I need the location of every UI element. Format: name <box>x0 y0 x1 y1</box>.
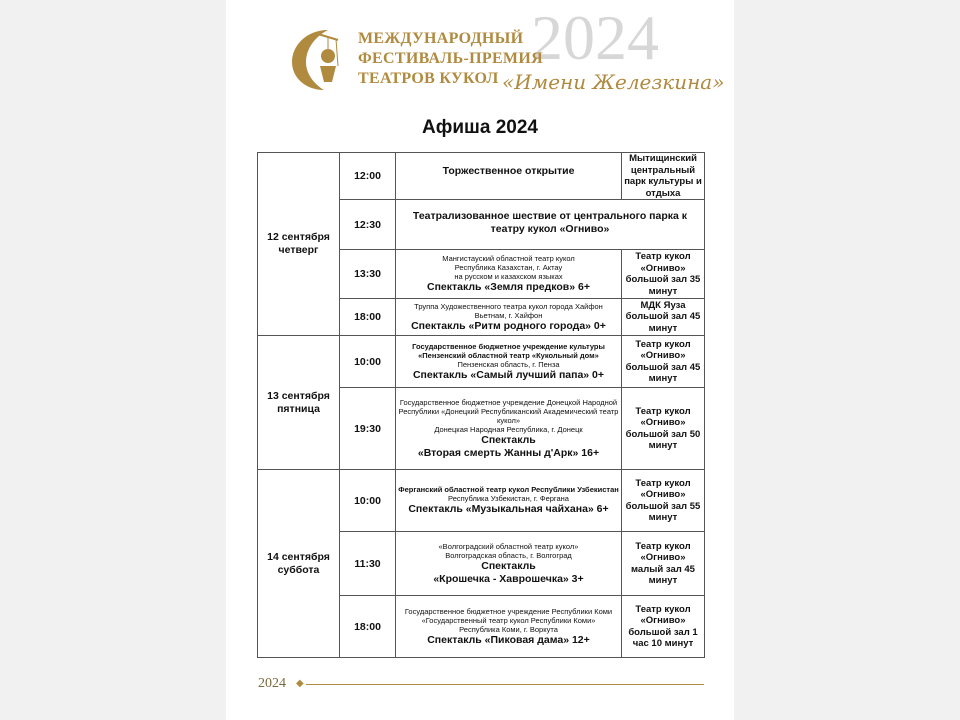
day-weekday: четверг <box>278 244 319 256</box>
event-location: Республика Казахстан, г. Актау <box>454 263 563 272</box>
venue-cell: МДК Яуза большой зал 45 минут <box>622 299 705 336</box>
table-row <box>258 153 705 200</box>
event-cell <box>396 336 622 388</box>
venue-cell: Театр кукол «Огниво» большой зал 55 минут <box>622 470 705 532</box>
event-location: Республика Узбекистан, г. Фергана <box>448 494 569 503</box>
event-cell <box>396 532 622 596</box>
event-cell <box>396 250 622 299</box>
day-weekday: пятница <box>277 402 320 415</box>
poster-page <box>226 0 734 720</box>
event-title: Театрализованное шествие от центрального парка к театру кукол «Огниво» <box>412 210 688 235</box>
event-cell <box>396 596 622 658</box>
event-organizer: Государственное бюджетное учреждение Республики Коми «Государственный театр кукол Республики Коми» <box>404 606 613 625</box>
header-year: 2024 <box>531 2 659 73</box>
time-cell: 18:00 <box>340 299 396 336</box>
event-show: Спектакль «Музыкальная чайхана» 6+ <box>408 503 609 515</box>
event-organizer: Государственное бюджетное учреждение Донецкой Народной Республики «Донецкий Республиканский Академический театр кукол» <box>398 397 619 425</box>
venue-cell: Театр кукол «Огниво» большой зал 35 минут <box>622 250 705 299</box>
footer-divider <box>306 684 704 685</box>
time-cell: 12:00 <box>340 153 396 200</box>
page-title: Афиша 2024 <box>422 117 538 138</box>
event-organizer: Мангистауский областной театр кукол <box>442 254 575 263</box>
event-show: Спектакль «Самый лучший папа» 0+ <box>412 368 605 381</box>
event-location: Донецкая Народная Республика, г. Донецк <box>434 424 583 434</box>
venue-cell: Театр кукол «Огниво» большой зал 45 минут <box>622 336 705 388</box>
event-show-label: Спектакль <box>481 559 536 572</box>
event-cell <box>396 153 622 200</box>
event-cell <box>396 299 622 336</box>
time-cell: 18:00 <box>340 596 396 658</box>
event-show-label: Спектакль <box>481 433 536 446</box>
venue-cell: Театр кукол «Огниво» большой зал 1 час 10 минут <box>622 596 705 658</box>
event-location: Вьетнам, г. Хайфон <box>474 310 543 320</box>
venue-cell: Мытищинский центральный парк культуры и отдыха <box>622 153 705 200</box>
schedule-table <box>257 152 705 658</box>
time-cell: 12:30 <box>340 200 396 250</box>
event-show-title: «Крошечка - Хаврошечка» 3+ <box>433 572 584 585</box>
event-title: Торжественное открытие <box>442 165 575 177</box>
day-cell <box>258 470 340 658</box>
event-organizer: Государственное бюджетное учреждение культуры «Пензенский областной театр «Кукольный дом» <box>412 341 605 360</box>
time-cell: 13:30 <box>340 250 396 299</box>
footer-year: 2024 <box>258 676 286 691</box>
day-date: 12 сентября <box>267 231 330 243</box>
event-show-title: «Вторая смерть Жанны д'Арк» 16+ <box>417 446 600 459</box>
event-organizer: Ферганский областной театр кукол Республики Узбекистан <box>398 485 619 494</box>
venue-cell: Театр кукол «Огниво» малый зал 45 минут <box>622 532 705 596</box>
festival-title-line2: ФЕСТИВАЛЬ-ПРЕМИЯ <box>358 50 543 67</box>
festival-header <box>226 0 734 110</box>
table-row <box>258 336 705 388</box>
day-weekday: суббота <box>277 563 320 576</box>
ornament-icon: ◆ <box>296 678 304 689</box>
venue-cell: Театр кукол «Огниво» большой зал 50 минут <box>622 388 705 470</box>
time-cell: 10:00 <box>340 470 396 532</box>
time-cell: 11:30 <box>340 532 396 596</box>
festival-title-line3: ТЕАТРОВ КУКОЛ <box>358 70 499 87</box>
day-cell <box>258 153 340 336</box>
event-location: Волгоградская область, г. Волгоград <box>445 550 572 560</box>
day-date: 14 сентября <box>267 550 330 563</box>
day-date: 13 сентября <box>267 389 330 402</box>
event-organizer: «Волгоградский областной театр кукол» <box>438 541 579 551</box>
time-cell: 10:00 <box>340 336 396 388</box>
table-row <box>258 470 705 532</box>
event-show: Спектакль «Ритм родного города» 0+ <box>411 319 606 332</box>
event-cell <box>396 200 705 250</box>
puppet-logo-icon <box>288 26 352 92</box>
event-show: Спектакль «Пиковая дама» 12+ <box>427 633 590 646</box>
event-location: Пензенская область, г. Пенза <box>457 359 560 369</box>
festival-named: «Имени Железкина» <box>502 70 725 94</box>
event-cell <box>396 470 622 532</box>
day-cell <box>258 336 340 470</box>
festival-title-line1: МЕЖДУНАРОДНЫЙ <box>358 30 524 47</box>
event-cell <box>396 388 622 470</box>
event-note: на русском и казахском языках <box>454 272 563 281</box>
event-organizer: Труппа Художественного театра кукол города Хайфон <box>414 301 603 311</box>
event-show: Спектакль «Земля предков» 6+ <box>426 281 590 293</box>
event-location: Республика Коми, г. Воркута <box>459 624 558 634</box>
time-cell: 19:30 <box>340 388 396 470</box>
